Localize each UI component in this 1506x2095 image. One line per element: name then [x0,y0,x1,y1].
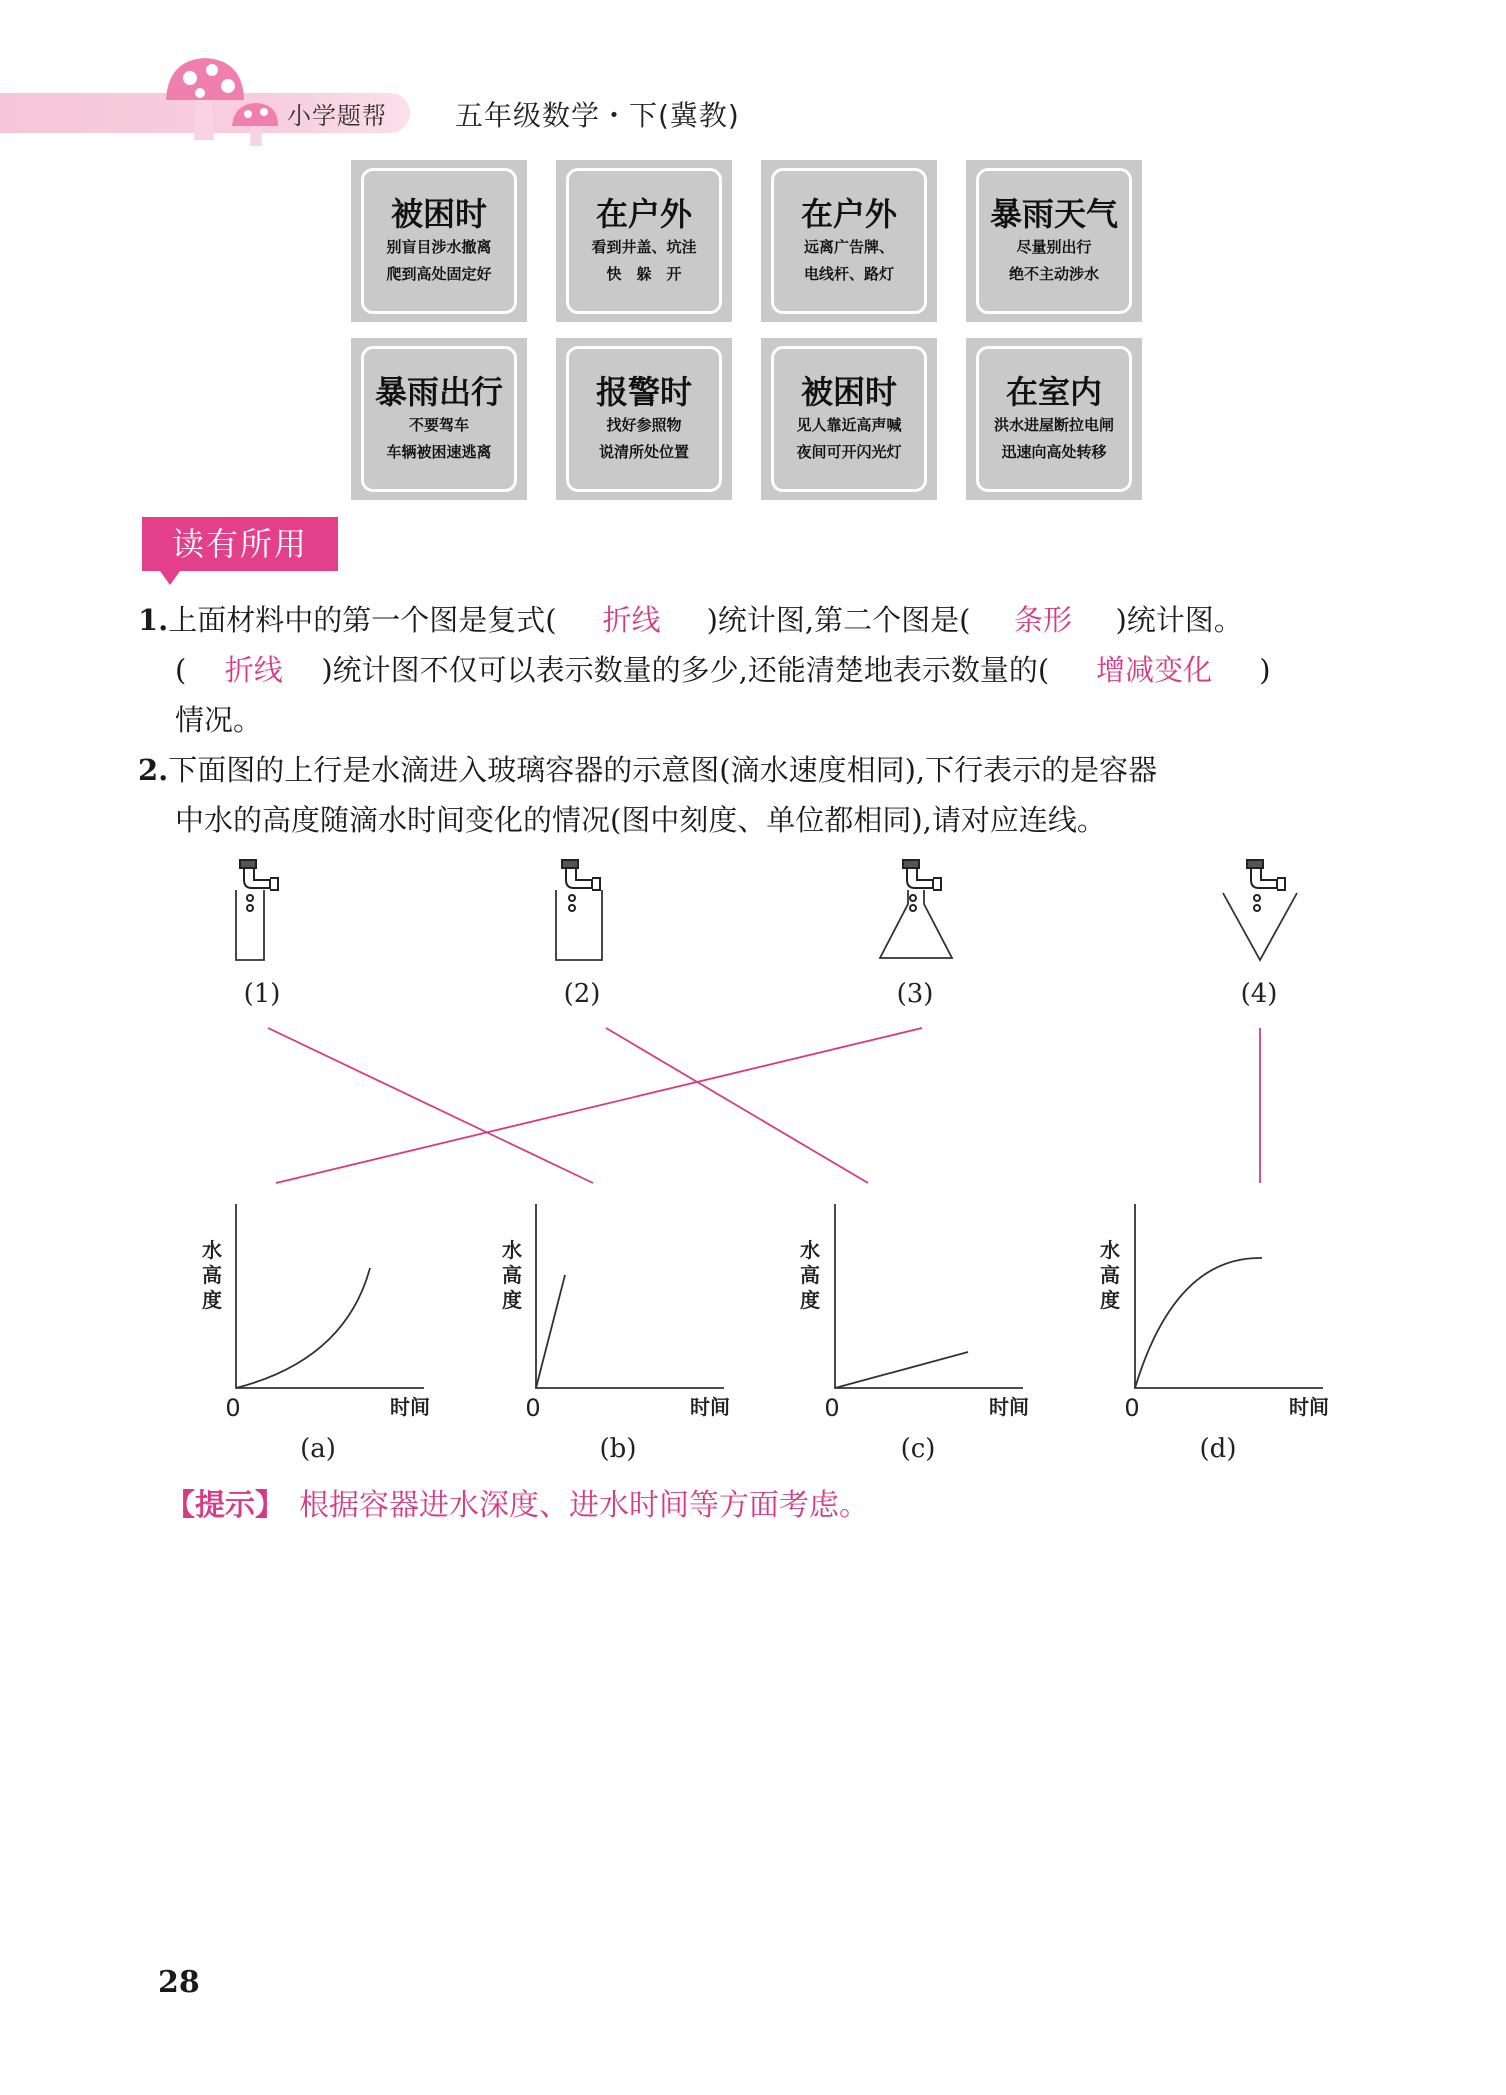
sign-line: 车辆被困速逃离 [386,443,492,461]
faucet-icon [240,860,278,911]
q1-text: )统计图不仅可以表示数量的多少,还能清楚地表示数量的( [321,653,1050,687]
faucet-icon [562,860,600,911]
sign-title: 被困时 [800,373,897,411]
x-label: 时间 [390,1395,430,1419]
origin-label: 0 [525,1394,541,1422]
q1-text: )统计图。 [1115,603,1243,637]
hint-text: 根据容器进水深度、进水时间等方面考虑。 [299,1488,869,1523]
q1-text: ( [175,653,187,687]
sign-title: 在户外 [800,195,897,233]
question-number: 1. [138,603,169,637]
container-label: (2) [563,979,601,1009]
question-1-line-3: 情况。 [175,703,263,737]
graph-label: (b) [599,1434,637,1464]
faucet-icon [1247,860,1285,911]
sign-line: 快 躲 开 [606,265,682,283]
sign-line: 夜间可开闪光灯 [796,443,902,461]
graph-label: (c) [900,1434,936,1464]
sign-line: 见人靠近高声喊 [796,416,902,434]
match-line-1-b [268,1028,593,1183]
graph-d-axes [1135,1204,1323,1388]
sign-line: 找好参照物 [606,416,682,434]
y-label: 度 [202,1288,222,1312]
graph-a-curve [236,1268,370,1388]
q1-text: )统计图,第二个图是( [706,603,971,637]
container-4-inverted-cone [1223,893,1297,960]
q2-text: 下面图的上行是水滴进入玻璃容器的示意图(滴水速度相同),下行表示的是容器 [168,753,1158,787]
y-label: 度 [502,1288,522,1312]
question-2-line-2: 中水的高度随滴水时间变化的情况(图中刻度、单位都相同),请对应连线。 [175,803,1106,837]
y-label: 水 [202,1238,222,1262]
answer-blank: 增减变化 [1096,653,1213,687]
graph-b-curve [536,1275,565,1388]
y-label: 高 [502,1263,522,1287]
sign-line: 看到井盖、坑洼 [591,238,697,256]
y-axis-labels [202,1238,1120,1312]
answer-blank: 折线 [224,653,283,687]
graph-d-curve [1135,1258,1262,1388]
answer-blank: 条形 [1013,603,1072,637]
sign-line: 洪水进屋断拉电闸 [993,416,1114,434]
graph-b-axes [536,1204,724,1388]
sign-line: 说清所处位置 [598,443,689,461]
graph-c-curve [835,1352,968,1388]
x-label: 时间 [690,1395,730,1419]
sign-title: 被困时 [390,195,487,233]
y-label: 水 [1100,1238,1120,1262]
origin-label: 0 [824,1394,840,1422]
sign-line: 不要驾车 [408,416,469,434]
sign-title: 报警时 [595,373,692,411]
sign-title: 在户外 [595,195,692,233]
graph-a-axes [236,1204,424,1388]
sign-line: 绝不主动涉水 [1008,265,1099,283]
y-label: 水 [502,1238,522,1262]
y-label: 度 [1100,1288,1120,1312]
section-tag: 读有所用 [142,517,338,571]
origin-label: 0 [1124,1394,1140,1422]
y-label: 高 [1100,1263,1120,1287]
sign-line: 爬到高处固定好 [386,265,492,283]
sign-line: 远离广告牌、 [803,238,894,256]
book-title: 五年级数学・下(冀教) [455,99,740,132]
container-label: (4) [1240,979,1278,1009]
q1-text: ) [1259,653,1271,687]
hint-label: 【提示】 [165,1488,285,1523]
graph-c-axes [835,1204,1023,1388]
y-label: 高 [800,1263,820,1287]
graph-label: (a) [300,1434,336,1464]
sign-title: 暴雨出行 [374,373,503,411]
container-2-wide-cylinder [556,890,602,960]
sign-line: 尽量别出行 [1016,238,1092,256]
sign-line: 迅速向高处转移 [1001,443,1107,461]
sign-title: 在室内 [1005,373,1102,411]
graph-label: (d) [1199,1434,1237,1464]
hint [165,1480,869,1524]
brand-name: 小学题帮 [287,102,387,130]
page-number: 28 [158,1965,200,2000]
y-label: 水 [800,1238,820,1262]
x-label: 时间 [989,1395,1029,1419]
answer-blank: 折线 [602,603,661,637]
sign-title: 暴雨天气 [989,195,1118,233]
container-label: (1) [243,979,281,1009]
y-label: 度 [800,1288,820,1312]
y-label: 高 [202,1263,222,1287]
match-line-3-a [276,1028,922,1183]
x-label: 时间 [1289,1395,1329,1419]
container-label: (3) [896,979,934,1009]
q1-text: 上面材料中的第一个图是复式( [168,603,557,637]
origin-label: 0 [225,1394,241,1422]
sign-line: 电线杆、路灯 [803,265,894,283]
question-number: 2. [138,753,169,787]
sign-line: 别盲目涉水撤离 [386,238,492,256]
